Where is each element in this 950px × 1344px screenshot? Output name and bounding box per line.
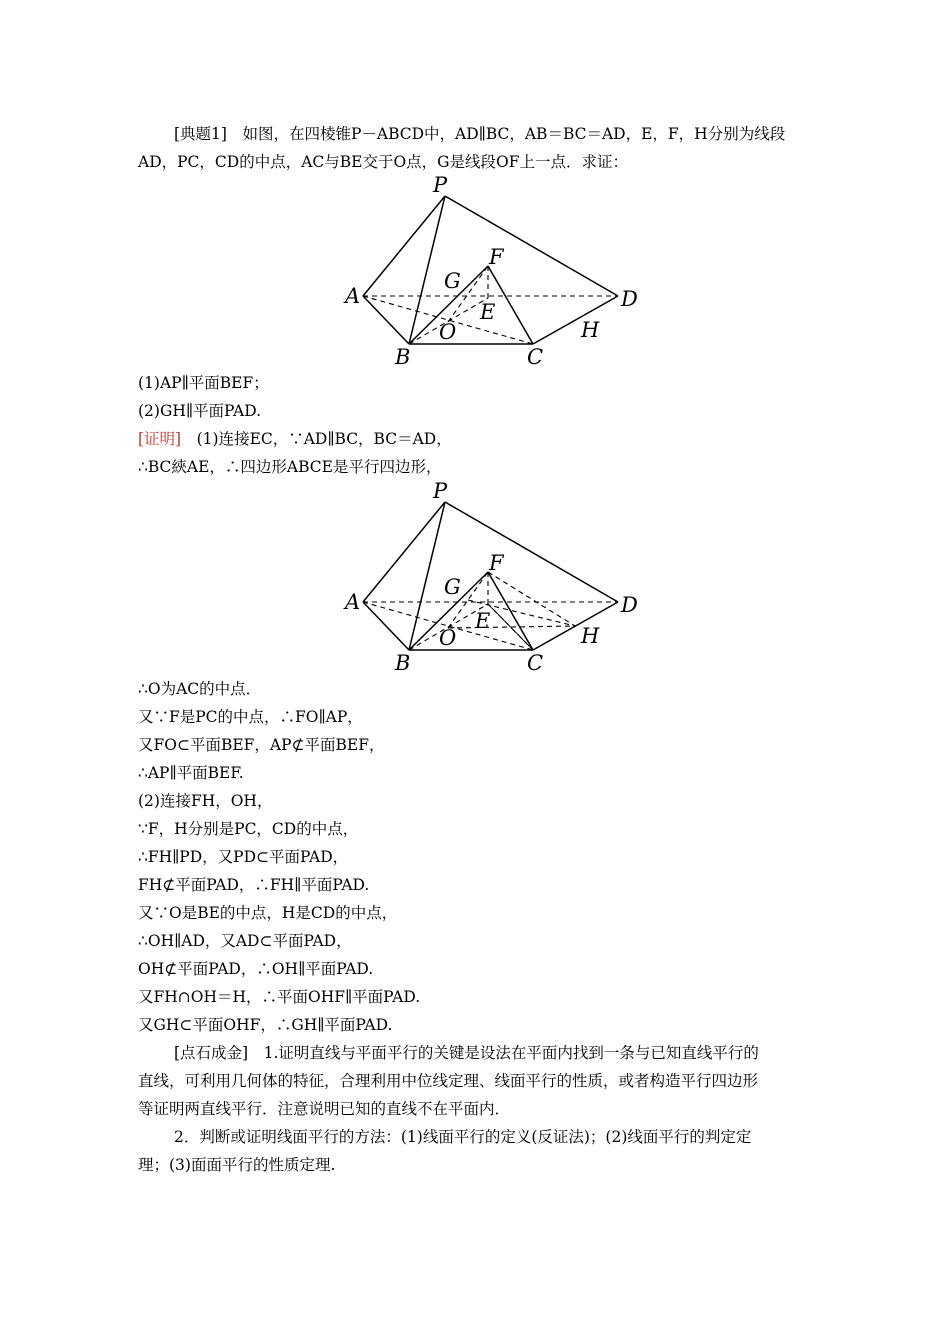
label-d: D: [621, 287, 638, 311]
proof-line: 又FH∩OH＝H，∴平面OHF∥平面PAD.: [138, 988, 421, 1006]
proof-line: OH⊄平面PAD，∴OH∥平面PAD.: [138, 960, 374, 978]
problem-part-1: (1)AP∥平面BEF；: [138, 374, 269, 392]
label-d: D: [621, 593, 638, 617]
label-b: B: [395, 651, 411, 672]
proof-line: FH⊄平面PAD，∴FH∥平面PAD.: [138, 876, 370, 894]
label-c: C: [527, 345, 544, 366]
problem-line-1: [典题1] 如图，在四棱锥P－ABCD中，AD∥BC，AB＝BC＝AD，E，F，H分别为线段: [174, 125, 786, 143]
proof-line: ∴BC綊AE，∴四边形ABCE是平行四边形，: [138, 458, 442, 476]
label-g: G: [444, 575, 461, 599]
proof-line: 又∵O是BE的中点，H是CD的中点，: [138, 904, 398, 922]
label-f: F: [489, 551, 504, 575]
label-h: H: [581, 318, 600, 342]
summary-line-3: 等证明两直线平行．注意说明已知的直线不在平面内．: [138, 1100, 511, 1118]
proof-line: ∴AP∥平面BEF.: [138, 764, 244, 782]
label-g: G: [444, 269, 461, 293]
label-f: F: [489, 245, 504, 269]
proof-line: ∴O为AC的中点．: [138, 680, 262, 698]
pyramid-diagram: [343, 176, 641, 366]
proof-line: (2)连接FH，OH，: [138, 792, 273, 810]
proof-line: ∵F，H分别是PC，CD的中点，: [138, 820, 359, 838]
pyramid-figure-1: [343, 176, 641, 366]
proof-first-text: (1)连接EC，∵AD∥BC，BC＝AD，: [181, 430, 452, 448]
label-a: A: [345, 284, 361, 308]
pyramid-figure-2: [343, 482, 641, 672]
proof-line: ∴FH∥PD，又PD⊂平面PAD，: [138, 848, 349, 866]
summary-line-2: 直线，可利用几何体的特征，合理利用中位线定理、线面平行的性质，或者构造平行四边形: [138, 1072, 759, 1090]
problem-line-2: AD，PC，CD的中点，AC与BE交于O点，G是线段OF上一点．求证：: [138, 153, 629, 171]
label-p: P: [433, 176, 448, 197]
summary-line-1: [点石成金] 1.证明直线与平面平行的关键是设法在平面内找到一条与已知直线平行的: [174, 1044, 759, 1062]
proof-first-line: [138, 429, 818, 449]
label-e: E: [475, 609, 491, 633]
problem-part-2: (2)GH∥平面PAD.: [138, 402, 262, 420]
proof-line: 又∵F是PC的中点，∴FO∥AP，: [138, 708, 363, 726]
summary-line-5: 理；(3)面面平行的性质定理.: [138, 1156, 336, 1174]
label-e: E: [480, 300, 496, 324]
label-a: A: [345, 590, 361, 614]
proof-line: 又GH⊂平面OHF，∴GH∥平面PAD.: [138, 1016, 393, 1034]
label-c: C: [527, 651, 544, 672]
proof-line: 又FO⊂平面BEF，AP⊄平面BEF，: [138, 736, 385, 754]
summary-line-4: 2．判断或证明线面平行的方法：(1)线面平行的定义(反证法)；(2)线面平行的判定定: [174, 1128, 752, 1146]
label-b: B: [395, 345, 411, 366]
proof-line: ∴OH∥AD，又AD⊂平面PAD，: [138, 932, 352, 950]
proof-tag: [证明]: [138, 430, 182, 448]
label-o: O: [439, 626, 457, 650]
label-h: H: [581, 624, 600, 648]
label-p: P: [433, 482, 448, 503]
pyramid-diagram-auxiliary: [343, 482, 641, 672]
label-o: O: [439, 320, 457, 344]
